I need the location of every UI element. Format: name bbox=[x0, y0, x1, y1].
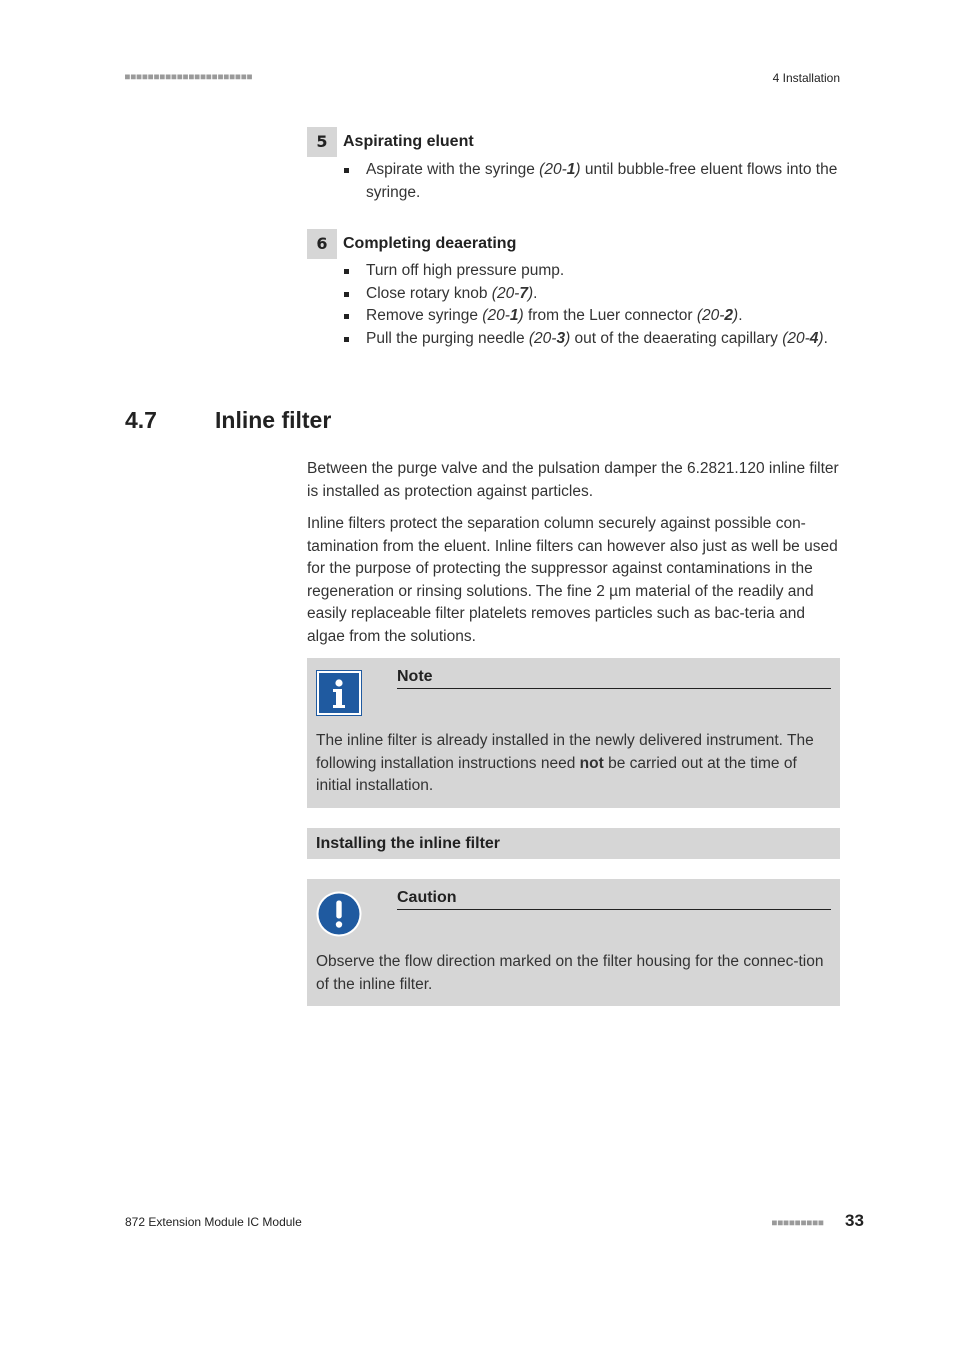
exclamation-icon bbox=[316, 891, 362, 937]
footer-decoration: ■■■■■■■■■ bbox=[772, 1218, 825, 1227]
caution-box bbox=[307, 879, 840, 1006]
section-number: 4.7 bbox=[125, 407, 157, 433]
step-number: 5 bbox=[307, 127, 337, 157]
bullet-item: Pull the purging needle (20-3) out of the deaerating capillary (20-4). bbox=[307, 328, 840, 351]
bullet-item: Turn off high pressure pump. bbox=[307, 260, 840, 283]
header-decoration: ■■■■■■■■■■■■■■■■■■■■■■ bbox=[125, 72, 253, 81]
paragraph-intro: Between the purge valve and the pulsation damper the 6.2821.120 inline filter is installed as protection against particles. bbox=[307, 460, 839, 500]
bullet-item: Close rotary knob (20-7). bbox=[307, 283, 840, 306]
subheading-text: Installing the inline filter bbox=[316, 835, 501, 852]
page-number: 33 bbox=[845, 1211, 864, 1230]
step-6-bullet-list bbox=[307, 260, 840, 350]
bullet-item: Remove syringe (20-1) from the Luer connector (20-2). bbox=[307, 305, 840, 328]
note-title: Note bbox=[397, 668, 831, 689]
header-chapter: 4 Installation bbox=[772, 71, 840, 85]
caution-title: Caution bbox=[397, 889, 831, 910]
step-6-header bbox=[307, 229, 840, 259]
caution-text: Observe the flow direction marked on the filter housing for the connec-tion of the inline filter. bbox=[316, 953, 824, 993]
subheading-installing bbox=[307, 828, 840, 859]
section-title: Inline filter bbox=[215, 407, 332, 433]
step-number: 6 bbox=[307, 229, 337, 259]
step-5-header bbox=[307, 127, 840, 157]
bullet-item: Aspirate with the syringe (20-1) until bubble-free eluent flows into the syringe. bbox=[307, 159, 840, 204]
note-box bbox=[307, 658, 840, 808]
info-icon bbox=[316, 670, 362, 716]
step-title: Completing deaerating bbox=[343, 235, 517, 252]
note-text: The inline filter is already installed in the newly delivered instrument. The following installation instructions need not be carried out at the time of initial installation. bbox=[316, 732, 814, 794]
step-5-bullet-list bbox=[307, 159, 840, 204]
footer-product: 872 Extension Module IC Module bbox=[125, 1215, 302, 1229]
paragraph-description: Inline filters protect the separation column securely against possible con-tamination from the eluent. Inline filters can however also just as well be used for the purpose of protecting the suppressor against contaminations in the regeneration or rinsing solutions. The fine 2 µm material of the readily and easily replaceable filter platelets removes particles such as bac-teria and algae from the solutions. bbox=[307, 515, 838, 645]
step-title: Aspirating eluent bbox=[343, 133, 474, 150]
